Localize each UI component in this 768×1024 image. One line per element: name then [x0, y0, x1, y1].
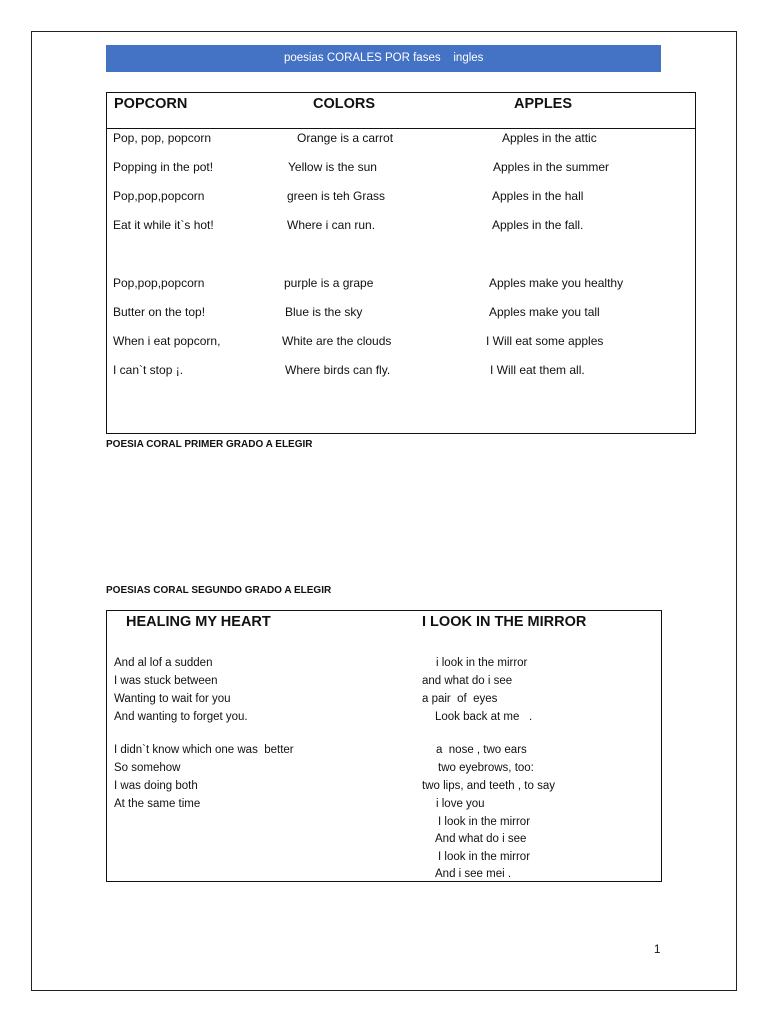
popcorn-line: When i eat popcorn, [113, 334, 221, 348]
apples-line: I Will eat some apples [486, 334, 604, 348]
mirror-line: Look back at me . [435, 711, 533, 723]
healing-line: And wanting to forget you. [114, 711, 248, 723]
colors-line: Yellow is the sun [288, 160, 377, 174]
first-grade-label: POESIA CORAL PRIMER GRADO A ELEGIR [106, 439, 313, 450]
popcorn-line: Pop,pop,popcorn [113, 276, 205, 290]
banner-title: poesias CORALES POR fases ingles [284, 52, 484, 64]
header-colors: COLORS [313, 96, 376, 112]
colors-line: Blue is the sky [285, 305, 363, 319]
header-banner [106, 45, 661, 72]
mirror-line: And i see mei . [435, 868, 512, 880]
mirror-line: two eyebrows, too: [438, 762, 534, 774]
popcorn-line: Butter on the top! [113, 305, 206, 319]
healing-line: I didn`t know which one was better [114, 744, 294, 756]
popcorn-line: Eat it while it`s hot! [113, 218, 214, 232]
mirror-line: two lips, and teeth , to say [422, 780, 555, 792]
healing-line: At the same time [114, 798, 201, 810]
apples-line: Apples in the fall. [492, 218, 584, 232]
mirror-line: a pair of eyes [422, 693, 498, 705]
colors-line: Where birds can fly. [285, 363, 391, 377]
colors-line: White are the clouds [282, 334, 392, 348]
apples-line: Apples in the hall [492, 189, 584, 203]
healing-line: I was stuck between [114, 675, 218, 687]
colors-line: Where i can run. [287, 218, 376, 232]
popcorn-line: Pop, pop, popcorn [113, 131, 212, 145]
header-apples: APPLES [514, 96, 573, 112]
popcorn-line: Popping in the pot! [113, 160, 214, 174]
table-header-row [107, 93, 695, 129]
mirror-line: i look in the mirror [436, 657, 528, 669]
healing-line: Wanting to wait for you [114, 693, 231, 705]
healing-line: I was doing both [114, 780, 198, 792]
mirror-line: and what do i see [422, 675, 513, 687]
poems-table-first-grade [106, 92, 696, 434]
healing-line: So somehow [114, 762, 181, 774]
apples-line: Apples in the summer [493, 160, 610, 174]
mirror-line: I look in the mirror [438, 816, 531, 828]
mirror-line: i love you [436, 798, 485, 810]
apples-line: Apples make you healthy [489, 276, 624, 290]
mirror-line: And what do i see [435, 833, 527, 845]
popcorn-line: I can`t stop ¡. [113, 363, 184, 377]
mirror-line: a nose , two ears [436, 744, 527, 756]
apples-line: Apples make you tall [489, 305, 600, 319]
header-popcorn: POPCORN [114, 96, 188, 112]
page-number: 1 [654, 944, 661, 956]
colors-line: purple is a grape [284, 276, 374, 290]
second-grade-label: POESIAS CORAL SEGUNDO GRADO A ELEGIR [106, 585, 332, 596]
colors-line: Orange is a carrot [297, 131, 394, 145]
mirror-line: I look in the mirror [438, 851, 531, 863]
popcorn-line: Pop,pop,popcorn [113, 189, 205, 203]
healing-line: And al lof a sudden [114, 657, 213, 669]
poem-title-healing-my-heart: HEALING MY HEART [126, 614, 271, 630]
apples-line: Apples in the attic [502, 131, 597, 145]
poems-table-second-grade [106, 610, 662, 882]
poem-title-i-look-in-the-mirror: I LOOK IN THE MIRROR [422, 614, 587, 630]
colors-line: green is teh Grass [287, 189, 386, 203]
apples-line: I Will eat them all. [490, 363, 585, 377]
